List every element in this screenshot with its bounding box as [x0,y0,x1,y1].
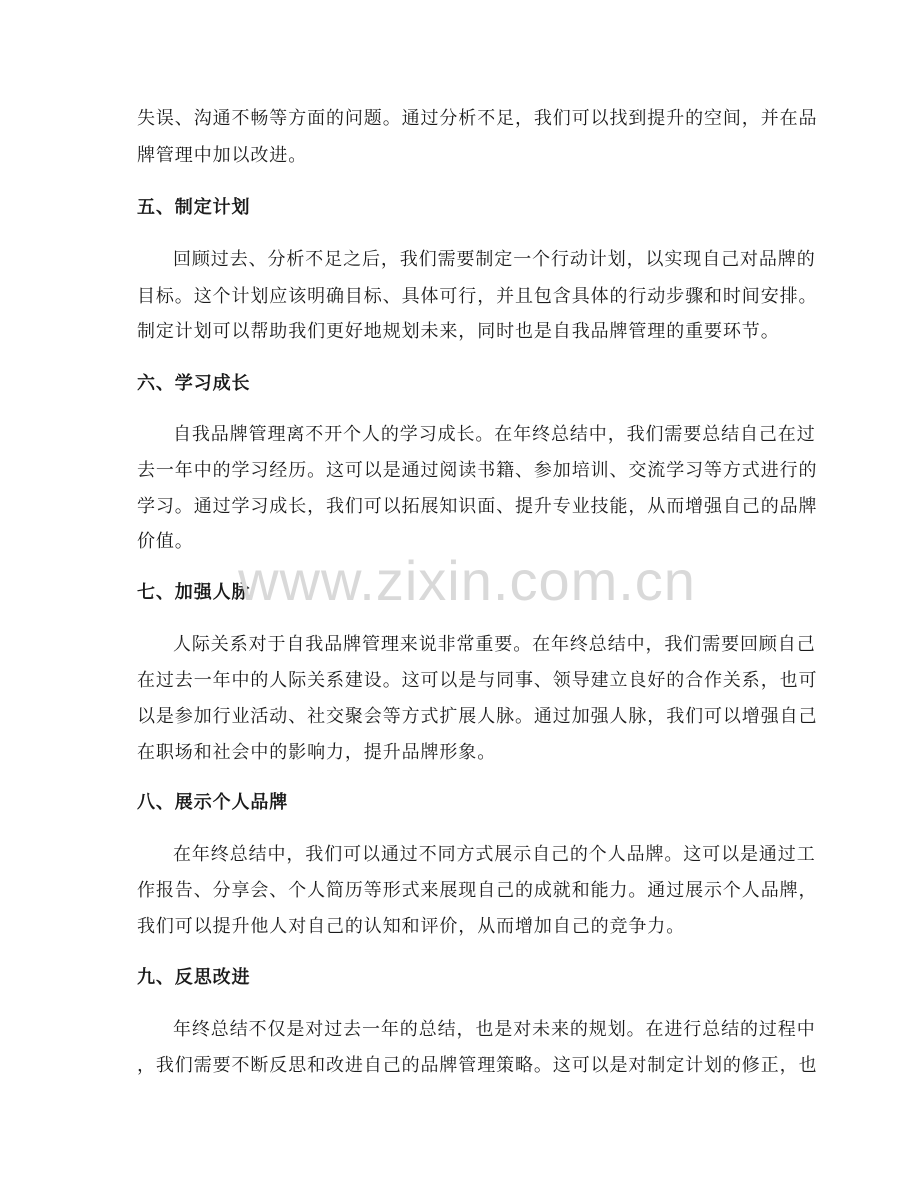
paragraph-line: 回顾过去、分析不足之后，我们需要制定一个行动计划，以实现自己对品牌的 [173,249,816,270]
paragraph-line: 目标。这个计划应该明确目标、具体可行，并且包含具体的行动步骤和时间安排。 [137,286,818,307]
section-heading: 九、反思改进 [137,967,251,988]
paragraph-line: 在过去一年中的人际关系建设。这可以是与同事、领导建立良好的合作关系，也可 [137,670,818,691]
section-heading: 五、制定计划 [137,197,251,218]
paragraph-line: 自我品牌管理离不开个人的学习成长。在年终总结中，我们需要总结自己在过 [173,424,816,445]
section-heading: 八、展示个人品牌 [137,792,289,813]
paragraph-line: ，我们需要不断反思和改进自己的品牌管理策略。这可以是对制定计划的修正，也 [137,1055,818,1076]
paragraph-line: 在年终总结中，我们可以通过不同方式展示自己的个人品牌。这可以是通过工 [173,844,816,865]
paragraph-line: 制定计划可以帮助我们更好地规划未来，同时也是自我品牌管理的重要环节。 [137,321,780,342]
paragraph-line: 失误、沟通不畅等方面的问题。通过分析不足，我们可以找到提升的空间，并在品 [137,108,818,129]
watermark-text: www.zixin.com.cn [238,549,696,612]
paragraph-line: 学习。通过学习成长，我们可以拓展知识面、提升专业技能，从而增强自己的品牌 [137,496,818,517]
paragraph-line: 人际关系对于自我品牌管理来说非常重要。在年终总结中，我们需要回顾自己 [173,634,816,655]
section-heading: 七、加强人脉 [137,582,251,603]
paragraph-line: 在职场和社会中的影响力，提升品牌形象。 [137,742,497,763]
paragraph-line: 牌管理中加以改进。 [137,145,308,166]
paragraph-line: 作报告、分享会、个人简历等形式来展现自己的成就和能力。通过展示个人品牌， [137,880,818,901]
paragraph-line: 价值。 [137,531,194,552]
paragraph-line: 年终总结不仅是对过去一年的总结，也是对未来的规划。在进行总结的过程中 [173,1019,816,1040]
paragraph-line: 我们可以提升他人对自己的认知和评价，从而增加自己的竞争力。 [137,916,686,937]
paragraph-line: 去一年中的学习经历。这可以是通过阅读书籍、参加培训、交流学习等方式进行的 [137,460,818,481]
paragraph-line: 以是参加行业活动、社交聚会等方式扩展人脉。通过加强人脉，我们可以增强自己 [137,706,818,727]
section-heading: 六、学习成长 [137,373,251,394]
